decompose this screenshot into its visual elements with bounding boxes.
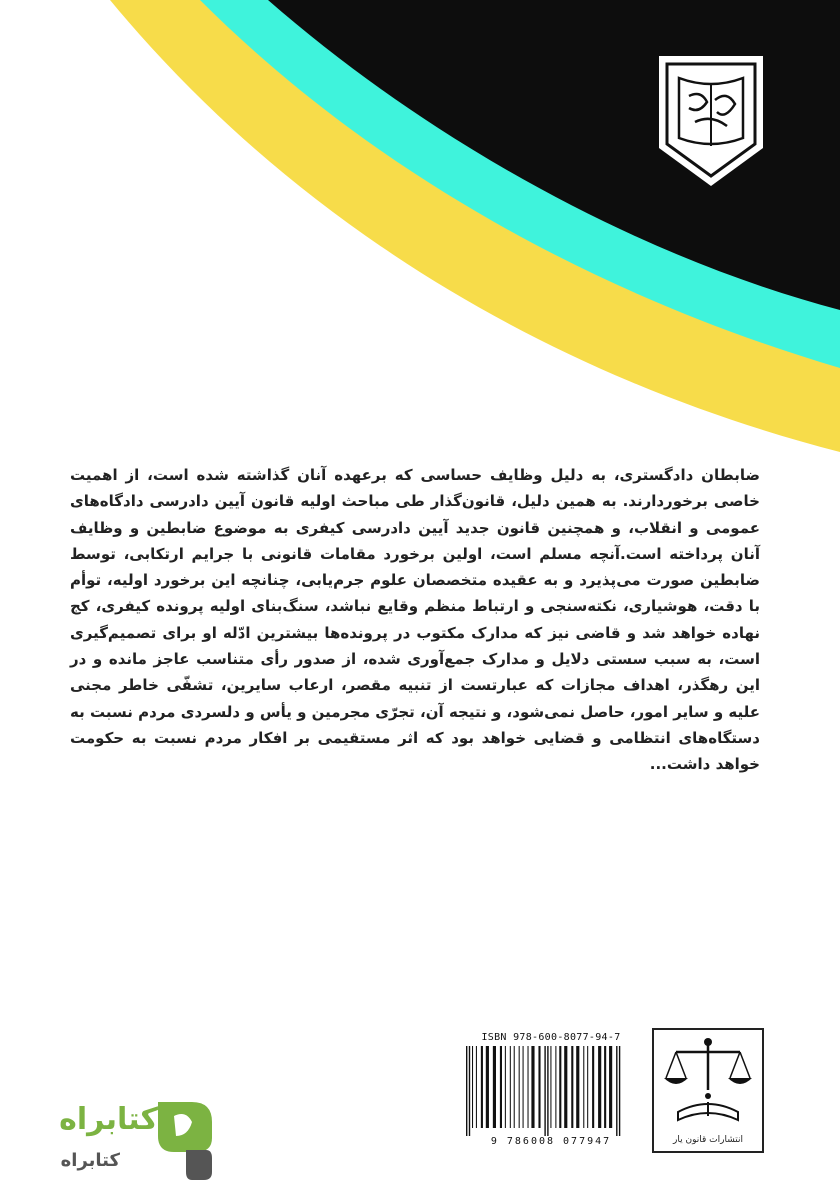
barcode-bar <box>598 1046 601 1128</box>
barcode-bar <box>519 1046 520 1128</box>
barcode-bar <box>505 1046 506 1128</box>
barcode-bar <box>587 1046 588 1128</box>
isbn-barcode <box>462 1032 640 1150</box>
barcode-bar <box>514 1046 515 1128</box>
barcode-bar <box>592 1046 594 1128</box>
barcode-bar <box>466 1046 467 1136</box>
barcode-bar <box>609 1046 612 1128</box>
barcode-bar <box>528 1046 529 1128</box>
barcode-bar <box>564 1046 567 1128</box>
barcode-bar <box>538 1046 540 1128</box>
scales-of-justice-icon <box>654 1030 762 1130</box>
barcode-digits: 9 786008 077947 <box>490 1136 612 1147</box>
barcode-bar <box>616 1046 617 1136</box>
barcode-bar <box>523 1046 524 1128</box>
barcode-bar <box>604 1046 606 1128</box>
isbn-label: ISBN 978-600-8077-94-7 <box>481 1032 621 1043</box>
barcode-bar <box>583 1046 584 1128</box>
barcode-bar <box>510 1046 511 1128</box>
watermark-brand-small: کتابراه <box>60 1150 120 1171</box>
barcode-bar <box>576 1046 579 1128</box>
barcode-bar <box>571 1046 573 1128</box>
barcode-bar <box>555 1046 556 1128</box>
barcode-bar <box>547 1046 548 1136</box>
barcode-bar <box>486 1046 489 1128</box>
barcode-bar <box>493 1046 496 1128</box>
barcode-bar <box>481 1046 483 1128</box>
barcode-bar <box>472 1046 473 1128</box>
ketabrah-watermark <box>40 1092 220 1184</box>
publisher-logo <box>652 1028 764 1153</box>
barcode-bar <box>619 1046 620 1136</box>
barcode-bar <box>500 1046 502 1128</box>
publisher-name: انتشارات قانون یار <box>673 1135 743 1145</box>
barcode-bars <box>462 1046 640 1136</box>
barcode-bar <box>476 1046 477 1128</box>
back-cover-blurb: ضابطان دادگستری، به دلیل وظایف حساسی که برعهده آنان گذاشته شده است، از اهمیت خاصی برخوردارند. به همین دلیل، قانون‌گذار طی مباحث اولیه قانون آیین دادرسی دادگاه‌های عمومی و انقلاب، و همچنین قانون جدید آیین دادرسی کیفری به موضوع ضابطین و وظایف آنان پرداخته است.آنچه مسلم است، اولین برخورد مقامات قانونی با جرایم ارتکابی، توسط ضابطین صورت می‌پذیرد و به عقیده متخصصان علوم جرم‌یابی، چنانچه این برخورد اولیه، توأم با دقت، هوشیاری، نکته‌سنجی و ارتباط منظم وقایع نباشد، سنگ‌بنای اولیه پرونده کیفری، کج نهاده خواهد شد و قاضی نیز که مدارک مکتوب در پرونده‌ها بیشترین ادّله او برای تصمیم‌گیری است، به سبب سستی دلایل و مدارک جمع‌آوری شده، از صدور رأی متناسب عاجز مانده و در این رهگذر، اهداف مجازات که عبارتست از تنبیه مقصر، ارعاب سایرین، تشفّی خاطر مجنی علیه و سایر امور، حاصل نمی‌شود، و نتیجه آن، تجرّی مجرمین و یأس و دلسردی مردم نسبت به دستگاه‌های انتظامی و قضایی خواهد بود که اثر مستقیمی بر افکار مردم نسبت به حکومت خواهد داشت... <box>70 466 760 774</box>
barcode-bar <box>559 1046 561 1128</box>
barcode-bar <box>469 1046 470 1136</box>
publisher-book-crest-icon <box>655 50 767 190</box>
barcode-bar <box>550 1046 551 1128</box>
ketabrah-leaf-icon <box>152 1092 218 1182</box>
watermark-brand: کتابراه <box>59 1102 158 1137</box>
barcode-bar <box>544 1046 545 1136</box>
barcode-bar <box>531 1046 534 1128</box>
